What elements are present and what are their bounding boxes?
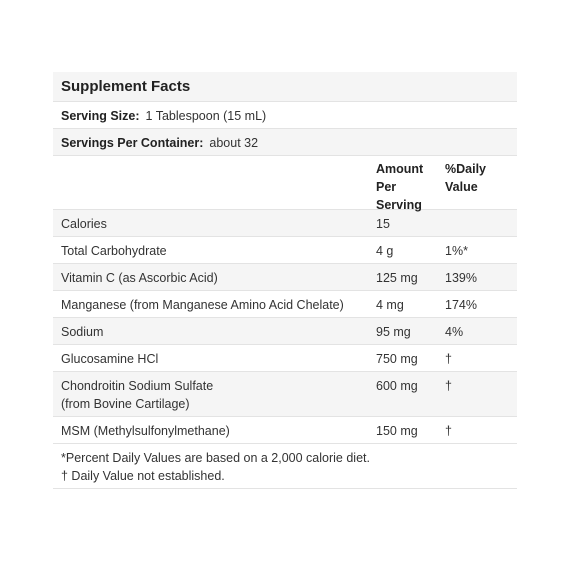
nutrient-daily-value: 174% bbox=[445, 298, 477, 312]
nutrient-name-line: Chondroitin Sodium Sulfate bbox=[61, 379, 214, 393]
table-row bbox=[53, 345, 517, 372]
nutrient-name-line: MSM (Methylsulfonylmethane) bbox=[61, 424, 230, 438]
header-line: Value bbox=[445, 180, 478, 194]
nutrient-name bbox=[53, 323, 376, 341]
supplement-facts-table bbox=[53, 72, 517, 489]
header-line: Serving bbox=[376, 198, 422, 212]
table-row bbox=[53, 417, 517, 444]
servings-per-container-value: about 32 bbox=[209, 136, 259, 150]
table-row bbox=[53, 210, 517, 237]
nutrient-daily-value: 1%* bbox=[445, 244, 468, 258]
nutrient-amount: 95 mg bbox=[376, 325, 411, 339]
nutrient-name bbox=[53, 269, 376, 287]
nutrient-name-line: Manganese (from Manganese Amino Acid Chelate) bbox=[61, 298, 344, 312]
header-line: Per bbox=[376, 180, 397, 194]
nutrient-amount: 15 bbox=[376, 217, 390, 231]
nutrient-daily-value: † bbox=[445, 424, 452, 438]
nutrient-daily-value: † bbox=[445, 379, 452, 393]
footnote-not-established: † Daily Value not established. bbox=[61, 469, 225, 483]
servings-per-container-row bbox=[53, 129, 517, 156]
nutrient-amount: 600 mg bbox=[376, 379, 418, 393]
nutrient-name-line: Total Carbohydrate bbox=[61, 244, 167, 258]
table-row bbox=[53, 372, 517, 417]
nutrient-name bbox=[53, 296, 376, 314]
header-line: Amount bbox=[376, 162, 424, 176]
table-row bbox=[53, 318, 517, 345]
serving-size-value: 1 Tablespoon (15 mL) bbox=[145, 109, 267, 123]
nutrient-name bbox=[53, 377, 376, 413]
nutrient-amount: 150 mg bbox=[376, 424, 418, 438]
nutrient-name-line: Sodium bbox=[61, 325, 104, 339]
footnote-daily-values: *Percent Daily Values are based on a 2,000 calorie diet. bbox=[61, 451, 370, 465]
nutrient-name bbox=[53, 242, 376, 260]
table-title: Supplement Facts bbox=[53, 72, 517, 102]
servings-per-container-label: Servings Per Container: bbox=[61, 136, 204, 150]
nutrient-name-line: Glucosamine HCl bbox=[61, 352, 159, 366]
daily-value-header bbox=[445, 160, 517, 196]
nutrient-name bbox=[53, 215, 376, 233]
nutrient-name-line: Calories bbox=[61, 217, 107, 231]
serving-size-row bbox=[53, 102, 517, 129]
nutrient-amount: 750 mg bbox=[376, 352, 418, 366]
header-line: %Daily bbox=[445, 162, 486, 176]
table-row bbox=[53, 237, 517, 264]
nutrient-name-line: Vitamin C (as Ascorbic Acid) bbox=[61, 271, 218, 285]
nutrient-amount: 4 mg bbox=[376, 298, 404, 312]
nutrient-daily-value: † bbox=[445, 352, 452, 366]
nutrient-amount: 125 mg bbox=[376, 271, 418, 285]
nutrient-name-line: (from Bovine Cartilage) bbox=[61, 397, 190, 411]
nutrient-amount: 4 g bbox=[376, 244, 394, 258]
footnotes bbox=[53, 444, 517, 489]
serving-size-label: Serving Size: bbox=[61, 109, 140, 123]
nutrient-name bbox=[53, 350, 376, 368]
table-row bbox=[53, 264, 517, 291]
nutrient-daily-value: 139% bbox=[445, 271, 477, 285]
column-header-row bbox=[53, 156, 517, 210]
nutrient-daily-value: 4% bbox=[445, 325, 464, 339]
nutrient-name bbox=[53, 422, 376, 440]
table-row bbox=[53, 291, 517, 318]
amount-per-serving-header bbox=[376, 160, 445, 214]
